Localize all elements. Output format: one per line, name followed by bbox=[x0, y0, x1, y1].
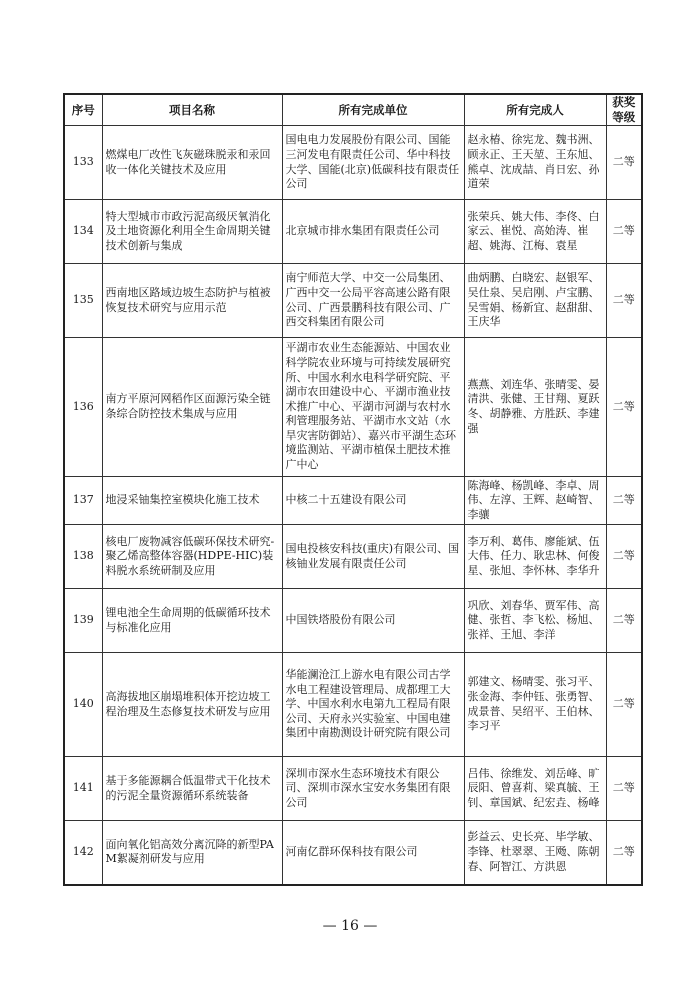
project-name: 锂电池全生命周期的低碳循环技术与标准化应用 bbox=[102, 589, 282, 653]
award-grade: 二等 bbox=[606, 126, 642, 200]
row-no: 136 bbox=[64, 338, 102, 477]
header-grade: 获奖 等级 bbox=[606, 94, 642, 126]
table-row bbox=[64, 525, 642, 589]
page-number: — 16 — bbox=[322, 918, 378, 934]
completion-people: 吕伟、徐维发、刘岳峰、旷辰阳、曾喜莉、梁真毓、王钊、章国斌、纪宏垚、杨峰 bbox=[464, 757, 606, 821]
row-no: 141 bbox=[64, 757, 102, 821]
row-no: 139 bbox=[64, 589, 102, 653]
table-header-row bbox=[64, 94, 642, 126]
completion-units: 中国铁塔股份有限公司 bbox=[282, 589, 464, 653]
row-no: 134 bbox=[64, 200, 102, 264]
project-name: 基于多能源耦合低温带式干化技术的污泥全量资源循环系统装备 bbox=[102, 757, 282, 821]
table-row bbox=[64, 589, 642, 653]
completion-people: 彭益云、史长亮、毕学敏、李锋、杜翠翠、王飏、陈朝春、阿智江、方洪恩 bbox=[464, 821, 606, 885]
award-grade: 二等 bbox=[606, 821, 642, 885]
project-name: 核电厂废物减容低碳环保技术研究-聚乙烯高整体容器(HDPE-HIC)装料脱水系统研制及应用 bbox=[102, 525, 282, 589]
table-row bbox=[64, 477, 642, 525]
completion-people: 曲炳鹏、白晓宏、赵银军、吴仕泉、吴启刚、卢宝鹏、吴雪娟、杨新宜、赵甜甜、王庆华 bbox=[464, 264, 606, 338]
table-row bbox=[64, 200, 642, 264]
completion-units: 华能澜沧江上游水电有限公司古学水电工程建设管理局、成都理工大学、中国水利水电第九工程局有限公司、天府永兴实验室、中国电建集团中南勘测设计研究院有限公司 bbox=[282, 653, 464, 757]
award-grade: 二等 bbox=[606, 757, 642, 821]
completion-units: 平湖市农业生态能源站、中国农业科学院农业环境与可持续发展研究所、中国水利水电科学研究院、平湖市农田建设中心、平湖市渔业技术推广中心、平湖市河湖与农村水利管理服务站、平湖市水文站（水旱灾害防御站）、嘉兴市平湖生态环境监测站、平湖市植保土肥技术推广中心 bbox=[282, 338, 464, 477]
project-name: 高海拔地区崩塌堆积体开挖边坡工程治理及生态修复技术研发与应用 bbox=[102, 653, 282, 757]
award-grade: 二等 bbox=[606, 200, 642, 264]
table-row bbox=[64, 264, 642, 338]
completion-units: 国电投核安科技(重庆)有限公司、国核铀业发展有限责任公司 bbox=[282, 525, 464, 589]
row-no: 140 bbox=[64, 653, 102, 757]
award-grade: 二等 bbox=[606, 477, 642, 525]
project-name: 南方平原河网稻作区面源污染全链条综合防控技术集成与应用 bbox=[102, 338, 282, 477]
table-row bbox=[64, 757, 642, 821]
table-row bbox=[64, 126, 642, 200]
project-name: 西南地区路域边坡生态防护与植被恢复技术研究与应用示范 bbox=[102, 264, 282, 338]
award-grade: 二等 bbox=[606, 653, 642, 757]
completion-units: 河南亿群环保科技有限公司 bbox=[282, 821, 464, 885]
row-no: 138 bbox=[64, 525, 102, 589]
completion-people: 李万利、葛伟、廖能斌、伍大伟、任力、耿忠林、何俊星、张旭、李怀林、李华升 bbox=[464, 525, 606, 589]
award-grade: 二等 bbox=[606, 264, 642, 338]
project-name: 地浸采铀集控室模块化施工技术 bbox=[102, 477, 282, 525]
header-units: 所有完成单位 bbox=[282, 94, 464, 126]
completion-units: 中核二十五建设有限公司 bbox=[282, 477, 464, 525]
completion-units: 深圳市深水生态环境技术有限公司、深圳市深水宝安水务集团有限公司 bbox=[282, 757, 464, 821]
completion-people: 赵永椿、徐宪龙、魏书洲、顾永正、王天堃、王东旭、熊卓、沈成喆、肖日宏、孙道荣 bbox=[464, 126, 606, 200]
project-name: 面向氧化铝高效分离沉降的新型PAM絮凝剂研发与应用 bbox=[102, 821, 282, 885]
award-grade: 二等 bbox=[606, 338, 642, 477]
completion-people: 郭建文、杨晴雯、张习平、张金海、李仲钰、张勇智、成景普、吴绍平、王伯林、李习平 bbox=[464, 653, 606, 757]
row-no: 135 bbox=[64, 264, 102, 338]
completion-units: 国电电力发展股份有限公司、国能三河发电有限责任公司、华中科技大学、国能(北京)低碳科技有限责任公司 bbox=[282, 126, 464, 200]
award-table bbox=[63, 93, 643, 886]
completion-people: 张荣兵、姚大伟、李佟、白家云、崔悦、高始涛、崔超、姚海、江梅、袁星 bbox=[464, 200, 606, 264]
table-row bbox=[64, 821, 642, 885]
completion-units: 南宁师范大学、中交一公局集团、广西中交一公局平容高速公路有限公司、广西景鹏科技有限公司、广西交科集团有限公司 bbox=[282, 264, 464, 338]
table-row bbox=[64, 338, 642, 477]
row-no: 142 bbox=[64, 821, 102, 885]
project-name: 燃煤电厂改性飞灰磁珠脱汞和汞回收一体化关键技术及应用 bbox=[102, 126, 282, 200]
award-grade: 二等 bbox=[606, 589, 642, 653]
completion-people: 陈海峰、杨凯峰、李卓、周伟、左淳、王辉、赵崎智、李骧 bbox=[464, 477, 606, 525]
header-no: 序号 bbox=[64, 94, 102, 126]
completion-people: 燕燕、刘连华、张晴雯、晏清洪、张健、王甘翔、夏跃冬、胡静雅、方胜跃、李建强 bbox=[464, 338, 606, 477]
row-no: 137 bbox=[64, 477, 102, 525]
header-project-name: 项目名称 bbox=[102, 94, 282, 126]
award-grade: 二等 bbox=[606, 525, 642, 589]
table-row bbox=[64, 653, 642, 757]
row-no: 133 bbox=[64, 126, 102, 200]
header-people: 所有完成人 bbox=[464, 94, 606, 126]
project-name: 特大型城市市政污泥高级厌氧消化及土地资源化利用全生命周期关键技术创新与集成 bbox=[102, 200, 282, 264]
completion-units: 北京城市排水集团有限责任公司 bbox=[282, 200, 464, 264]
completion-people: 巩欣、刘春华、贾军伟、高健、张哲、李飞松、杨旭、张祥、王旭、李洋 bbox=[464, 589, 606, 653]
